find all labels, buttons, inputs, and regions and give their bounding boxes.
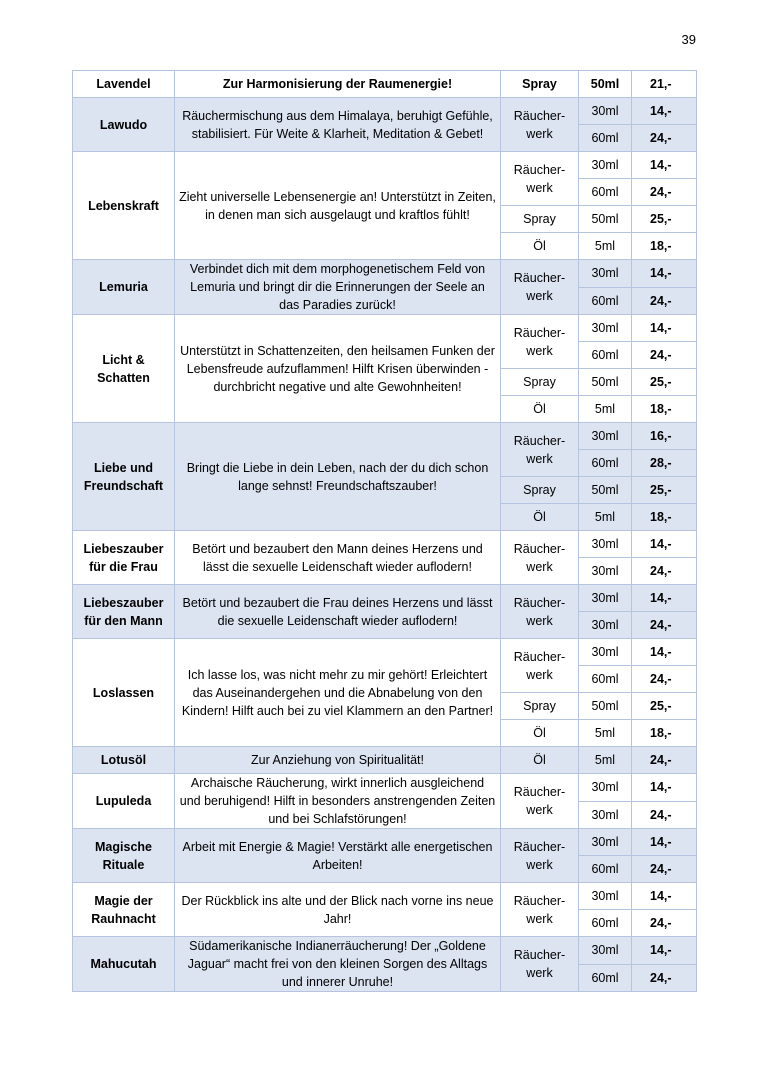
product-name: Magische Rituale xyxy=(73,829,175,883)
product-size: 5ml xyxy=(579,396,632,423)
product-price: 24,- xyxy=(632,801,697,829)
product-price: 25,- xyxy=(632,206,697,233)
product-name: Liebeszauber für den Mann xyxy=(73,585,175,639)
product-description: Betört und bezaubert den Mann deines Herzens und lässt die sexuelle Leidenschaft wieder auflodern! xyxy=(175,531,501,585)
product-size: 60ml xyxy=(579,910,632,937)
product-size: 60ml xyxy=(579,450,632,477)
product-description: Räuchermischung aus dem Himalaya, beruhigt Gefühle, stabilisiert. Für Weite & Klarheit, Meditation & Gebet! xyxy=(175,98,501,152)
product-type: Spray xyxy=(501,206,579,233)
product-price: 18,- xyxy=(632,720,697,747)
product-size: 30ml xyxy=(579,801,632,829)
product-price: 24,- xyxy=(632,856,697,883)
table-row xyxy=(73,260,697,288)
product-size: 60ml xyxy=(579,125,632,152)
header-price: 21,- xyxy=(632,71,697,98)
table-row xyxy=(73,315,697,342)
product-price: 16,- xyxy=(632,423,697,450)
page-number: 39 xyxy=(681,32,696,47)
product-size: 60ml xyxy=(579,964,632,992)
product-description: Zur Anziehung von Spiritualität! xyxy=(175,747,501,774)
product-size: 30ml xyxy=(579,315,632,342)
table-row xyxy=(73,531,697,558)
product-type: Räucher-werk xyxy=(501,315,579,369)
product-size: 60ml xyxy=(579,342,632,369)
product-type: Räucher-werk xyxy=(501,585,579,639)
product-price: 24,- xyxy=(632,558,697,585)
product-name: Lemuria xyxy=(73,260,175,315)
product-size: 30ml xyxy=(579,829,632,856)
product-description: Bringt die Liebe in dein Leben, nach der du dich schon lange sehnst! Freundschaftszauber! xyxy=(175,423,501,531)
product-size: 30ml xyxy=(579,98,632,125)
product-type: Räucher-werk xyxy=(501,829,579,883)
product-type: Öl xyxy=(501,233,579,260)
product-price: 28,- xyxy=(632,450,697,477)
table-row xyxy=(73,152,697,179)
product-type: Spray xyxy=(501,693,579,720)
product-size: 30ml xyxy=(579,260,632,288)
product-price: 18,- xyxy=(632,396,697,423)
product-price: 24,- xyxy=(632,179,697,206)
product-price: 25,- xyxy=(632,369,697,396)
product-price: 14,- xyxy=(632,152,697,179)
product-size: 30ml xyxy=(579,152,632,179)
product-size: 60ml xyxy=(579,666,632,693)
product-type: Räucher-werk xyxy=(501,423,579,477)
product-size: 50ml xyxy=(579,477,632,504)
table-row xyxy=(73,829,697,856)
header-size: 50ml xyxy=(579,71,632,98)
product-size: 5ml xyxy=(579,233,632,260)
product-name: Licht & Schatten xyxy=(73,315,175,423)
product-price: 14,- xyxy=(632,315,697,342)
product-price: 18,- xyxy=(632,504,697,531)
product-size: 30ml xyxy=(579,774,632,802)
header-name: Lavendel xyxy=(73,71,175,98)
product-size: 60ml xyxy=(579,287,632,315)
product-name: Lupuleda xyxy=(73,774,175,829)
product-type: Öl xyxy=(501,747,579,774)
product-size: 60ml xyxy=(579,179,632,206)
product-type: Räucher-werk xyxy=(501,774,579,829)
product-price: 24,- xyxy=(632,342,697,369)
product-name: Mahucutah xyxy=(73,937,175,992)
product-price: 24,- xyxy=(632,666,697,693)
product-price: 24,- xyxy=(632,125,697,152)
product-type: Räucher-werk xyxy=(501,937,579,992)
product-type: Räucher-werk xyxy=(501,260,579,315)
product-size: 5ml xyxy=(579,747,632,774)
product-name: Magie der Rauhnacht xyxy=(73,883,175,937)
product-size: 50ml xyxy=(579,369,632,396)
product-price: 18,- xyxy=(632,233,697,260)
product-description: Betört und bezaubert die Frau deines Herzens und lässt die sexuelle Leidenschaft wieder auflodern! xyxy=(175,585,501,639)
product-type: Räucher-werk xyxy=(501,152,579,206)
product-price: 14,- xyxy=(632,531,697,558)
product-description: Der Rückblick ins alte und der Blick nach vorne ins neue Jahr! xyxy=(175,883,501,937)
product-price: 24,- xyxy=(632,910,697,937)
product-type: Öl xyxy=(501,396,579,423)
product-price: 24,- xyxy=(632,747,697,774)
product-size: 30ml xyxy=(579,639,632,666)
product-description: Verbindet dich mit dem morphogenetischem Feld von Lemuria und bringt dir die Erinnerungen der Seele an das Paradies zurück! xyxy=(175,260,501,315)
table-header-row xyxy=(73,71,697,98)
product-description: Arbeit mit Energie & Magie! Verstärkt alle energetischen Arbeiten! xyxy=(175,829,501,883)
product-type: Öl xyxy=(501,504,579,531)
product-price: 14,- xyxy=(632,883,697,910)
table-row xyxy=(73,937,697,965)
product-price: 14,- xyxy=(632,260,697,288)
product-type: Spray xyxy=(501,477,579,504)
product-description: Unterstützt in Schattenzeiten, den heilsamen Funken der Lebensfreude aufzuflammen! Hilft Krisen überwinden - durchbricht negative und alte Gewohnheiten! xyxy=(175,315,501,423)
product-type: Öl xyxy=(501,720,579,747)
header-type: Spray xyxy=(501,71,579,98)
product-size: 30ml xyxy=(579,585,632,612)
table-row xyxy=(73,98,697,125)
product-price: 14,- xyxy=(632,774,697,802)
product-size: 30ml xyxy=(579,612,632,639)
product-price: 24,- xyxy=(632,612,697,639)
product-price: 14,- xyxy=(632,937,697,965)
table-row xyxy=(73,585,697,612)
product-name: Lawudo xyxy=(73,98,175,152)
product-size: 30ml xyxy=(579,937,632,965)
product-price: 14,- xyxy=(632,98,697,125)
table-row xyxy=(73,747,697,774)
product-type: Räucher-werk xyxy=(501,531,579,585)
product-price: 14,- xyxy=(632,585,697,612)
header-description: Zur Harmonisierung der Raumenergie! xyxy=(175,71,501,98)
table-row xyxy=(73,639,697,666)
product-type: Räucher-werk xyxy=(501,639,579,693)
table-row xyxy=(73,774,697,802)
table-row xyxy=(73,883,697,910)
product-size: 60ml xyxy=(579,856,632,883)
product-price: 14,- xyxy=(632,829,697,856)
product-size: 5ml xyxy=(579,720,632,747)
product-description: Südamerikanische Indianerräucherung! Der „Goldene Jaguar“ macht frei von den kleinen Sorgen des Alltags und innerer Unruhe! xyxy=(175,937,501,992)
price-table xyxy=(72,70,697,992)
product-size: 30ml xyxy=(579,883,632,910)
product-type: Räucher-werk xyxy=(501,883,579,937)
product-name: Lebenskraft xyxy=(73,152,175,260)
product-price: 25,- xyxy=(632,477,697,504)
product-size: 5ml xyxy=(579,504,632,531)
product-description: Archaische Räucherung, wirkt innerlich ausgleichend und beruhigend! Hilft in besonders anstrengenden Zeiten und bei Schlafstörungen! xyxy=(175,774,501,829)
product-description: Zieht universelle Lebensenergie an! Unterstützt in Zeiten, in denen man sich ausgelaugt und kraftlos fühlt! xyxy=(175,152,501,260)
product-size: 30ml xyxy=(579,423,632,450)
product-price: 25,- xyxy=(632,693,697,720)
product-name: Liebe und Freundschaft xyxy=(73,423,175,531)
product-name: Lotusöl xyxy=(73,747,175,774)
product-price: 24,- xyxy=(632,964,697,992)
product-price: 24,- xyxy=(632,287,697,315)
product-size: 50ml xyxy=(579,693,632,720)
product-size: 30ml xyxy=(579,531,632,558)
product-description: Ich lasse los, was nicht mehr zu mir gehört! Erleichtert das Auseinandergehen und die Abnabelung von den Kindern! Hilft auch bei zu viel Klammern an den Partner! xyxy=(175,639,501,747)
product-price: 14,- xyxy=(632,639,697,666)
product-type: Räucher-werk xyxy=(501,98,579,152)
product-type: Spray xyxy=(501,369,579,396)
product-size: 30ml xyxy=(579,558,632,585)
product-name: Liebeszauber für die Frau xyxy=(73,531,175,585)
product-name: Loslassen xyxy=(73,639,175,747)
product-size: 50ml xyxy=(579,206,632,233)
table-row xyxy=(73,423,697,450)
